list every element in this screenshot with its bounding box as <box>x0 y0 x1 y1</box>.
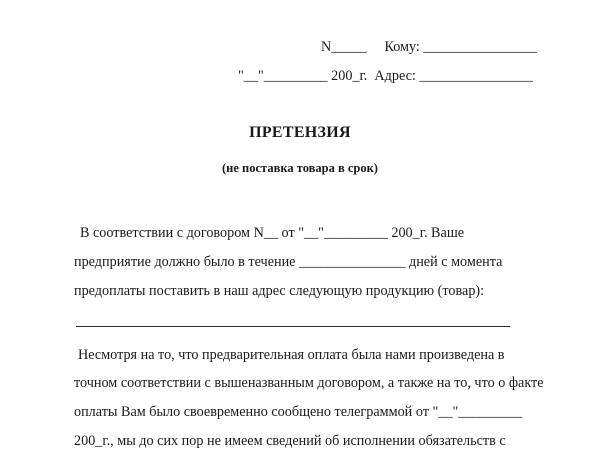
paragraph-1-line-2: предприятие должно было в течение _______________ дней с момента <box>74 254 503 270</box>
paragraph-1-line-3: предоплаты поставить в наш адрес следующую продукцию (товар): <box>74 283 485 299</box>
paragraph-2-line-2: точном соответствии с вышеназванным договором, а также на то, что о факте <box>74 375 544 391</box>
paragraph-2-line-3: оплаты Вам было своевременно сообщено телеграммой от "__"_________ <box>74 404 523 420</box>
paragraph-2-line-4: 200_г., мы до сих пор не имеем сведений об исполнении обязательств с <box>74 433 506 449</box>
header-date-address-line: "__"_________ 200_г. Адрес: ________________ <box>238 68 533 84</box>
document-subtitle: (не поставка товара в срок) <box>222 161 378 175</box>
document-title: ПРЕТЕНЗИЯ <box>249 124 351 141</box>
product-blank-line <box>76 326 510 327</box>
paragraph-1-line-1: В соответствии с договором N__ от "__"_________ 200_г. Ваше <box>80 225 465 241</box>
header-number-recipient-line: N_____ Кому: ________________ <box>321 39 537 55</box>
paragraph-2-line-1: Несмотря на то, что предварительная оплата была нами произведена в <box>78 347 505 363</box>
